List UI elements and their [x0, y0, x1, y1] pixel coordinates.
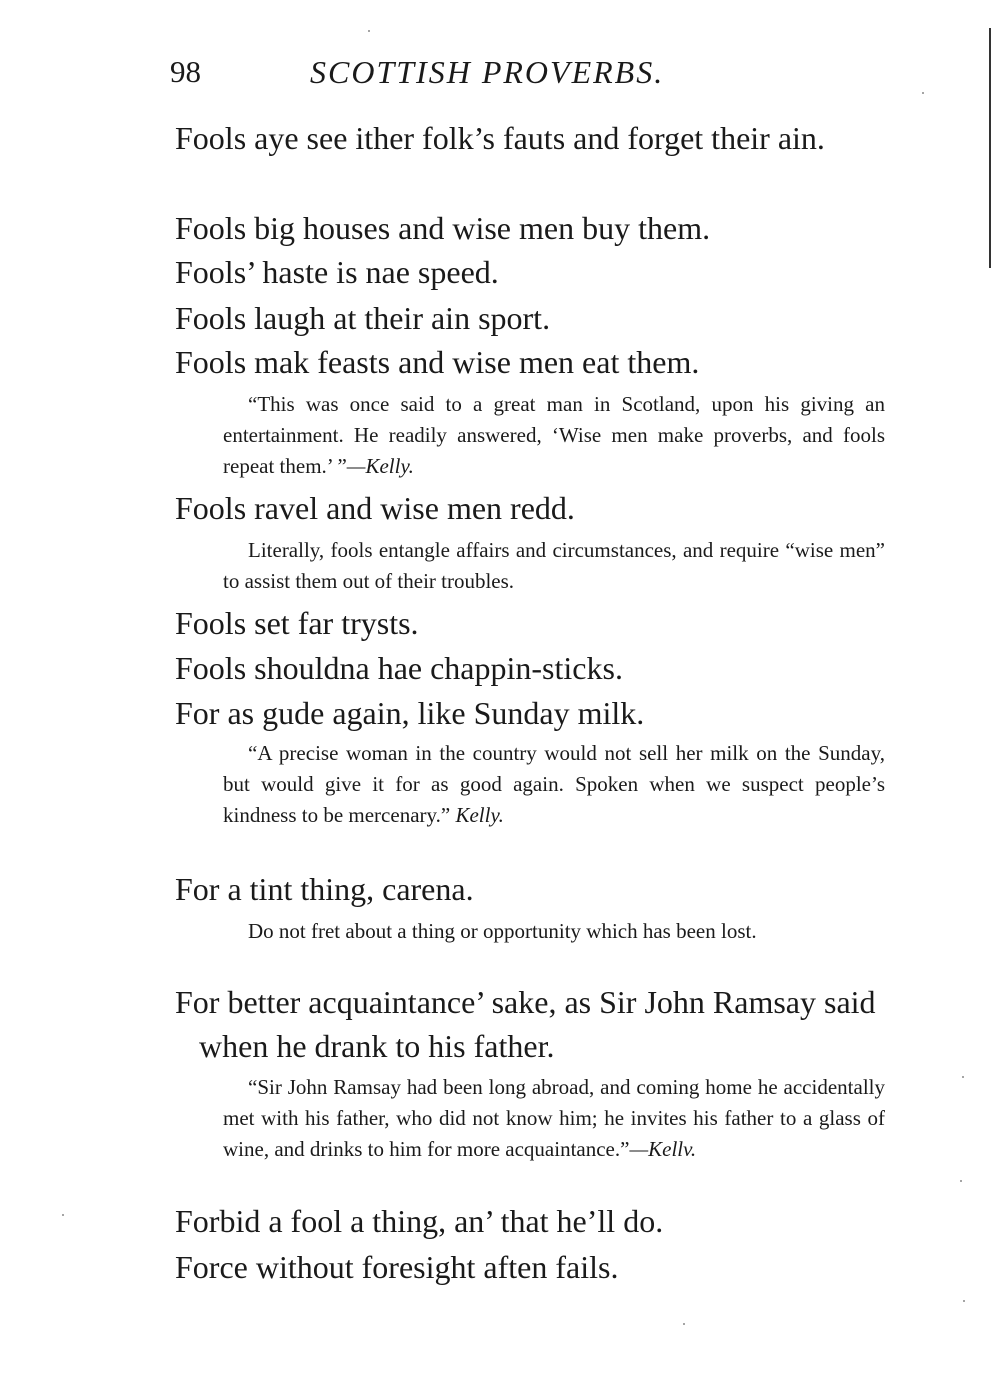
- proverb-7: Fools set far trysts.: [175, 605, 419, 641]
- running-title: SCOTTISH PROVERBS.: [310, 54, 665, 90]
- proverb-10: For a tint thing, carena.: [175, 871, 474, 907]
- note-text: “A precise woman in the country would not sell her milk on the Sunday, but would give it for as good again. Spoken when we suspect people’s kindness to be mercenary.”: [223, 741, 885, 827]
- proverb-9: For as gude again, like Sunday milk.: [175, 695, 645, 731]
- note-5: [223, 389, 885, 482]
- scan-speck: [960, 1180, 962, 1182]
- scan-edge-line: [989, 28, 991, 268]
- proverb-3: Fools’ haste is nae speed.: [175, 254, 499, 290]
- scan-speck: [962, 1076, 964, 1078]
- proverb-6: Fools ravel and wise men redd.: [175, 490, 575, 526]
- note-source: —Kellv.: [629, 1137, 697, 1161]
- note-11: [223, 1072, 885, 1165]
- note-9: [223, 738, 885, 831]
- page-number: 98: [170, 54, 201, 89]
- proverb-8: Fools shouldna hae chappin-sticks.: [175, 650, 623, 686]
- note-text: “Sir John Ramsay had been long abroad, and coming home he accidentally met with his father, who did not know him; he invites his father to a glass of wine, and drinks to him for more acquaintance.”: [223, 1075, 885, 1161]
- proverb-1: Fools aye see ither folk’s fauts and forget their ain.: [175, 120, 825, 156]
- note-10: Do not fret about a thing or opportunity which has been lost.: [248, 919, 757, 943]
- note-source: —Kelly.: [346, 454, 414, 478]
- scan-speck: [368, 30, 370, 32]
- proverb-2: Fools big houses and wise men buy them.: [175, 210, 711, 246]
- scan-speck: [922, 92, 924, 94]
- proverb-13: Force without foresight aften fails.: [175, 1249, 619, 1285]
- proverb-4: Fools laugh at their ain sport.: [175, 300, 551, 336]
- note-6: Literally, fools entangle affairs and circumstances, and require “wise men” to assist them out of their troubles.: [223, 538, 885, 593]
- scan-speck: [683, 1323, 685, 1325]
- page-header: [0, 52, 1000, 102]
- proverb-12: Forbid a fool a thing, an’ that he’ll do.: [175, 1203, 664, 1239]
- note-text: “This was once said to a great man in Scotland, upon his giving an entertainment. He readily answered, ‘Wise men make proverbs, and fools repeat them.’ ”: [223, 392, 885, 478]
- scan-speck: [62, 1214, 64, 1216]
- scan-speck: [963, 1300, 965, 1302]
- note-source: Kelly.: [455, 803, 504, 827]
- proverb-5: Fools mak feasts and wise men eat them.: [175, 344, 700, 380]
- proverb-11: For better acquaintance’ sake, as Sir John Ramsay said when he drank to his father.: [175, 984, 876, 1064]
